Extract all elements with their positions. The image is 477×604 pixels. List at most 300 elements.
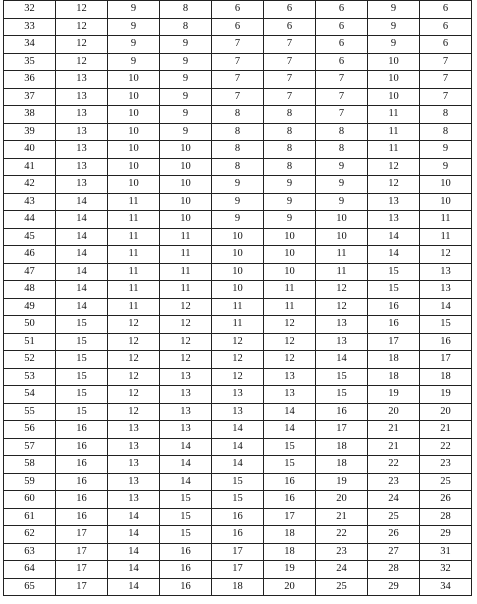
row-index-cell: 53 — [4, 368, 56, 386]
table-cell: 15 — [368, 263, 420, 281]
table-cell: 8 — [160, 1, 212, 19]
table-cell: 14 — [212, 421, 264, 439]
table-cell: 32 — [420, 561, 472, 579]
table-cell: 7 — [264, 53, 316, 71]
table-cell: 28 — [368, 561, 420, 579]
table-cell: 22 — [368, 456, 420, 474]
table-cell: 14 — [56, 246, 108, 264]
row-index-cell: 43 — [4, 193, 56, 211]
row-index-cell: 58 — [4, 456, 56, 474]
table-cell: 11 — [108, 193, 160, 211]
table-cell: 8 — [264, 123, 316, 141]
table-cell: 10 — [264, 228, 316, 246]
table-cell: 18 — [368, 368, 420, 386]
table-cell: 19 — [316, 473, 368, 491]
table-cell: 11 — [368, 141, 420, 159]
table-cell: 9 — [160, 88, 212, 106]
table-cell: 31 — [420, 543, 472, 561]
table-cell: 15 — [160, 491, 212, 509]
table-cell: 13 — [368, 211, 420, 229]
table-cell: 13 — [160, 368, 212, 386]
table-cell: 7 — [212, 36, 264, 54]
table-cell: 10 — [160, 193, 212, 211]
row-index-cell: 40 — [4, 141, 56, 159]
table-cell: 8 — [212, 123, 264, 141]
table-cell: 24 — [316, 561, 368, 579]
table-cell: 16 — [56, 438, 108, 456]
table-cell: 7 — [212, 71, 264, 89]
table-cell: 25 — [420, 473, 472, 491]
table-cell: 9 — [160, 53, 212, 71]
table-cell: 6 — [316, 18, 368, 36]
table-row — [4, 526, 472, 544]
table-cell: 11 — [108, 298, 160, 316]
row-index-cell: 65 — [4, 578, 56, 596]
table-cell: 14 — [160, 438, 212, 456]
table-row — [4, 578, 472, 596]
table-cell: 8 — [264, 141, 316, 159]
row-index-cell: 46 — [4, 246, 56, 264]
table-cell: 12 — [108, 386, 160, 404]
row-index-cell: 37 — [4, 88, 56, 106]
table-cell: 20 — [368, 403, 420, 421]
table-cell: 16 — [420, 333, 472, 351]
table-cell: 15 — [316, 386, 368, 404]
table-cell: 21 — [368, 421, 420, 439]
table-row — [4, 263, 472, 281]
table-cell: 13 — [160, 403, 212, 421]
table-cell: 12 — [264, 333, 316, 351]
table-cell: 14 — [56, 298, 108, 316]
table-cell: 9 — [420, 158, 472, 176]
table-cell: 16 — [316, 403, 368, 421]
table-cell: 12 — [212, 351, 264, 369]
table-cell: 16 — [56, 508, 108, 526]
table-cell: 10 — [108, 106, 160, 124]
table-body — [4, 1, 472, 596]
table-cell: 13 — [56, 158, 108, 176]
table-cell: 13 — [56, 88, 108, 106]
table-cell: 12 — [108, 403, 160, 421]
table-cell: 12 — [212, 368, 264, 386]
table-cell: 11 — [160, 228, 212, 246]
table-row — [4, 368, 472, 386]
table-cell: 13 — [108, 456, 160, 474]
table-cell: 7 — [420, 71, 472, 89]
table-row — [4, 333, 472, 351]
data-sheet — [3, 0, 472, 596]
row-index-cell: 59 — [4, 473, 56, 491]
table-cell: 16 — [56, 491, 108, 509]
table-cell: 16 — [56, 473, 108, 491]
table-cell: 10 — [160, 141, 212, 159]
table-row — [4, 421, 472, 439]
table-cell: 15 — [264, 438, 316, 456]
table-row — [4, 106, 472, 124]
table-cell: 8 — [264, 158, 316, 176]
table-cell: 14 — [56, 263, 108, 281]
table-cell: 14 — [368, 228, 420, 246]
table-row — [4, 316, 472, 334]
table-cell: 11 — [108, 263, 160, 281]
data-table — [3, 0, 472, 596]
row-index-cell: 36 — [4, 71, 56, 89]
table-cell: 14 — [56, 211, 108, 229]
table-cell: 11 — [264, 281, 316, 299]
table-row — [4, 123, 472, 141]
table-cell: 13 — [108, 473, 160, 491]
table-cell: 12 — [160, 316, 212, 334]
table-cell: 23 — [420, 456, 472, 474]
table-cell: 16 — [56, 421, 108, 439]
table-cell: 8 — [316, 123, 368, 141]
row-index-cell: 50 — [4, 316, 56, 334]
table-cell: 12 — [316, 281, 368, 299]
table-cell: 9 — [316, 176, 368, 194]
table-cell: 8 — [316, 141, 368, 159]
table-cell: 13 — [420, 281, 472, 299]
table-cell: 26 — [420, 491, 472, 509]
table-cell: 15 — [56, 333, 108, 351]
table-cell: 10 — [316, 228, 368, 246]
table-cell: 28 — [420, 508, 472, 526]
table-cell: 9 — [316, 193, 368, 211]
table-row — [4, 228, 472, 246]
table-cell: 6 — [264, 18, 316, 36]
row-index-cell: 56 — [4, 421, 56, 439]
table-cell: 9 — [108, 1, 160, 19]
table-cell: 7 — [316, 71, 368, 89]
row-index-cell: 35 — [4, 53, 56, 71]
table-row — [4, 351, 472, 369]
table-cell: 10 — [264, 263, 316, 281]
table-cell: 9 — [264, 193, 316, 211]
table-row — [4, 246, 472, 264]
row-index-cell: 44 — [4, 211, 56, 229]
table-cell: 11 — [212, 298, 264, 316]
table-cell: 20 — [316, 491, 368, 509]
table-cell: 12 — [160, 351, 212, 369]
table-cell: 12 — [264, 316, 316, 334]
table-cell: 6 — [420, 18, 472, 36]
table-cell: 10 — [212, 246, 264, 264]
table-cell: 19 — [368, 386, 420, 404]
table-cell: 15 — [56, 403, 108, 421]
table-cell: 7 — [264, 36, 316, 54]
table-cell: 8 — [264, 106, 316, 124]
table-cell: 15 — [56, 368, 108, 386]
table-row — [4, 561, 472, 579]
table-cell: 14 — [212, 438, 264, 456]
table-cell: 10 — [108, 176, 160, 194]
table-cell: 29 — [420, 526, 472, 544]
table-cell: 14 — [316, 351, 368, 369]
table-row — [4, 193, 472, 211]
table-cell: 22 — [420, 438, 472, 456]
table-cell: 12 — [56, 36, 108, 54]
table-cell: 20 — [264, 578, 316, 596]
table-row — [4, 543, 472, 561]
row-index-cell: 34 — [4, 36, 56, 54]
table-row — [4, 298, 472, 316]
table-cell: 18 — [212, 578, 264, 596]
table-cell: 14 — [108, 508, 160, 526]
table-cell: 6 — [316, 1, 368, 19]
table-cell: 9 — [108, 53, 160, 71]
table-row — [4, 18, 472, 36]
table-cell: 12 — [368, 176, 420, 194]
table-cell: 12 — [264, 351, 316, 369]
table-row — [4, 403, 472, 421]
row-index-cell: 45 — [4, 228, 56, 246]
row-index-cell: 42 — [4, 176, 56, 194]
table-cell: 29 — [368, 578, 420, 596]
table-cell: 9 — [212, 176, 264, 194]
table-cell: 10 — [420, 176, 472, 194]
table-cell: 13 — [108, 438, 160, 456]
table-cell: 15 — [56, 386, 108, 404]
table-cell: 15 — [316, 368, 368, 386]
table-cell: 18 — [420, 368, 472, 386]
table-cell: 11 — [316, 246, 368, 264]
table-cell: 12 — [212, 333, 264, 351]
table-cell: 13 — [56, 123, 108, 141]
table-row — [4, 176, 472, 194]
table-cell: 14 — [420, 298, 472, 316]
table-row — [4, 281, 472, 299]
table-cell: 12 — [160, 298, 212, 316]
table-cell: 6 — [264, 1, 316, 19]
row-index-cell: 55 — [4, 403, 56, 421]
row-index-cell: 33 — [4, 18, 56, 36]
table-cell: 13 — [56, 106, 108, 124]
table-row — [4, 158, 472, 176]
table-cell: 16 — [160, 543, 212, 561]
table-cell: 8 — [160, 18, 212, 36]
table-cell: 7 — [212, 53, 264, 71]
table-cell: 23 — [316, 543, 368, 561]
table-cell: 9 — [212, 211, 264, 229]
table-cell: 13 — [420, 263, 472, 281]
table-cell: 8 — [212, 158, 264, 176]
row-index-cell: 63 — [4, 543, 56, 561]
table-cell: 13 — [160, 386, 212, 404]
table-cell: 13 — [56, 141, 108, 159]
table-cell: 13 — [316, 333, 368, 351]
row-index-cell: 38 — [4, 106, 56, 124]
table-row — [4, 456, 472, 474]
table-cell: 17 — [316, 421, 368, 439]
table-row — [4, 211, 472, 229]
table-cell: 6 — [420, 36, 472, 54]
table-cell: 6 — [316, 36, 368, 54]
table-cell: 12 — [108, 316, 160, 334]
table-cell: 15 — [212, 473, 264, 491]
table-cell: 12 — [420, 246, 472, 264]
table-cell: 22 — [316, 526, 368, 544]
table-cell: 14 — [108, 543, 160, 561]
table-cell: 17 — [56, 543, 108, 561]
table-cell: 12 — [56, 1, 108, 19]
table-cell: 15 — [56, 351, 108, 369]
row-index-cell: 52 — [4, 351, 56, 369]
table-cell: 9 — [108, 36, 160, 54]
table-cell: 34 — [420, 578, 472, 596]
table-cell: 7 — [264, 88, 316, 106]
table-cell: 11 — [108, 211, 160, 229]
table-cell: 11 — [420, 211, 472, 229]
table-cell: 9 — [264, 211, 316, 229]
table-cell: 16 — [368, 298, 420, 316]
row-index-cell: 39 — [4, 123, 56, 141]
table-cell: 17 — [56, 526, 108, 544]
row-index-cell: 32 — [4, 1, 56, 19]
table-cell: 16 — [264, 473, 316, 491]
table-cell: 13 — [212, 403, 264, 421]
table-cell: 15 — [212, 491, 264, 509]
table-cell: 11 — [160, 281, 212, 299]
table-cell: 10 — [212, 281, 264, 299]
table-cell: 19 — [264, 561, 316, 579]
row-index-cell: 54 — [4, 386, 56, 404]
table-row — [4, 1, 472, 19]
table-cell: 10 — [108, 88, 160, 106]
table-cell: 16 — [56, 456, 108, 474]
row-index-cell: 48 — [4, 281, 56, 299]
table-cell: 17 — [368, 333, 420, 351]
table-cell: 11 — [160, 263, 212, 281]
table-cell: 24 — [368, 491, 420, 509]
table-cell: 16 — [212, 526, 264, 544]
table-cell: 11 — [420, 228, 472, 246]
table-cell: 17 — [56, 561, 108, 579]
table-cell: 18 — [316, 456, 368, 474]
table-cell: 9 — [108, 18, 160, 36]
table-row — [4, 36, 472, 54]
table-cell: 19 — [420, 386, 472, 404]
table-cell: 11 — [108, 281, 160, 299]
table-cell: 10 — [160, 158, 212, 176]
table-cell: 17 — [420, 351, 472, 369]
table-cell: 13 — [56, 176, 108, 194]
table-cell: 23 — [368, 473, 420, 491]
table-cell: 17 — [56, 578, 108, 596]
table-cell: 18 — [264, 543, 316, 561]
table-cell: 8 — [212, 141, 264, 159]
table-cell: 10 — [160, 211, 212, 229]
table-cell: 11 — [368, 123, 420, 141]
table-cell: 10 — [368, 71, 420, 89]
table-cell: 25 — [316, 578, 368, 596]
table-cell: 9 — [160, 123, 212, 141]
table-row — [4, 141, 472, 159]
table-cell: 11 — [160, 246, 212, 264]
table-cell: 21 — [368, 438, 420, 456]
table-cell: 10 — [108, 71, 160, 89]
table-cell: 7 — [316, 106, 368, 124]
table-cell: 11 — [368, 106, 420, 124]
table-cell: 10 — [212, 263, 264, 281]
table-cell: 8 — [420, 123, 472, 141]
table-cell: 14 — [212, 456, 264, 474]
table-cell: 12 — [316, 298, 368, 316]
table-cell: 14 — [56, 193, 108, 211]
table-cell: 10 — [108, 123, 160, 141]
table-cell: 12 — [368, 158, 420, 176]
table-cell: 13 — [108, 491, 160, 509]
table-cell: 14 — [108, 561, 160, 579]
table-cell: 13 — [368, 193, 420, 211]
table-cell: 14 — [160, 473, 212, 491]
table-cell: 14 — [108, 526, 160, 544]
table-cell: 10 — [368, 53, 420, 71]
table-cell: 14 — [160, 456, 212, 474]
table-cell: 10 — [108, 158, 160, 176]
table-cell: 18 — [316, 438, 368, 456]
table-cell: 13 — [108, 421, 160, 439]
table-cell: 10 — [212, 228, 264, 246]
table-cell: 17 — [212, 543, 264, 561]
table-cell: 12 — [56, 53, 108, 71]
table-cell: 18 — [368, 351, 420, 369]
table-cell: 9 — [368, 1, 420, 19]
table-cell: 11 — [108, 246, 160, 264]
table-cell: 9 — [368, 36, 420, 54]
table-row — [4, 53, 472, 71]
table-cell: 16 — [264, 491, 316, 509]
row-index-cell: 60 — [4, 491, 56, 509]
table-row — [4, 71, 472, 89]
row-index-cell: 51 — [4, 333, 56, 351]
table-row — [4, 438, 472, 456]
row-index-cell: 49 — [4, 298, 56, 316]
table-cell: 9 — [160, 71, 212, 89]
table-cell: 7 — [420, 88, 472, 106]
table-cell: 10 — [420, 193, 472, 211]
table-cell: 21 — [316, 508, 368, 526]
table-cell: 9 — [160, 36, 212, 54]
row-index-cell: 57 — [4, 438, 56, 456]
table-cell: 12 — [56, 18, 108, 36]
table-cell: 15 — [56, 316, 108, 334]
table-cell: 11 — [212, 316, 264, 334]
table-cell: 8 — [212, 106, 264, 124]
table-cell: 6 — [420, 1, 472, 19]
table-cell: 16 — [160, 561, 212, 579]
table-cell: 13 — [264, 386, 316, 404]
table-cell: 15 — [160, 508, 212, 526]
table-cell: 6 — [212, 1, 264, 19]
table-cell: 15 — [368, 281, 420, 299]
table-cell: 27 — [368, 543, 420, 561]
table-cell: 16 — [212, 508, 264, 526]
table-row — [4, 473, 472, 491]
table-cell: 20 — [420, 403, 472, 421]
table-cell: 26 — [368, 526, 420, 544]
table-cell: 10 — [160, 176, 212, 194]
table-row — [4, 491, 472, 509]
table-cell: 7 — [212, 88, 264, 106]
row-index-cell: 41 — [4, 158, 56, 176]
table-cell: 11 — [316, 263, 368, 281]
table-cell: 14 — [108, 578, 160, 596]
table-cell: 6 — [212, 18, 264, 36]
table-cell: 14 — [264, 403, 316, 421]
table-cell: 7 — [316, 88, 368, 106]
table-cell: 15 — [420, 316, 472, 334]
table-cell: 15 — [160, 526, 212, 544]
table-cell: 7 — [420, 53, 472, 71]
